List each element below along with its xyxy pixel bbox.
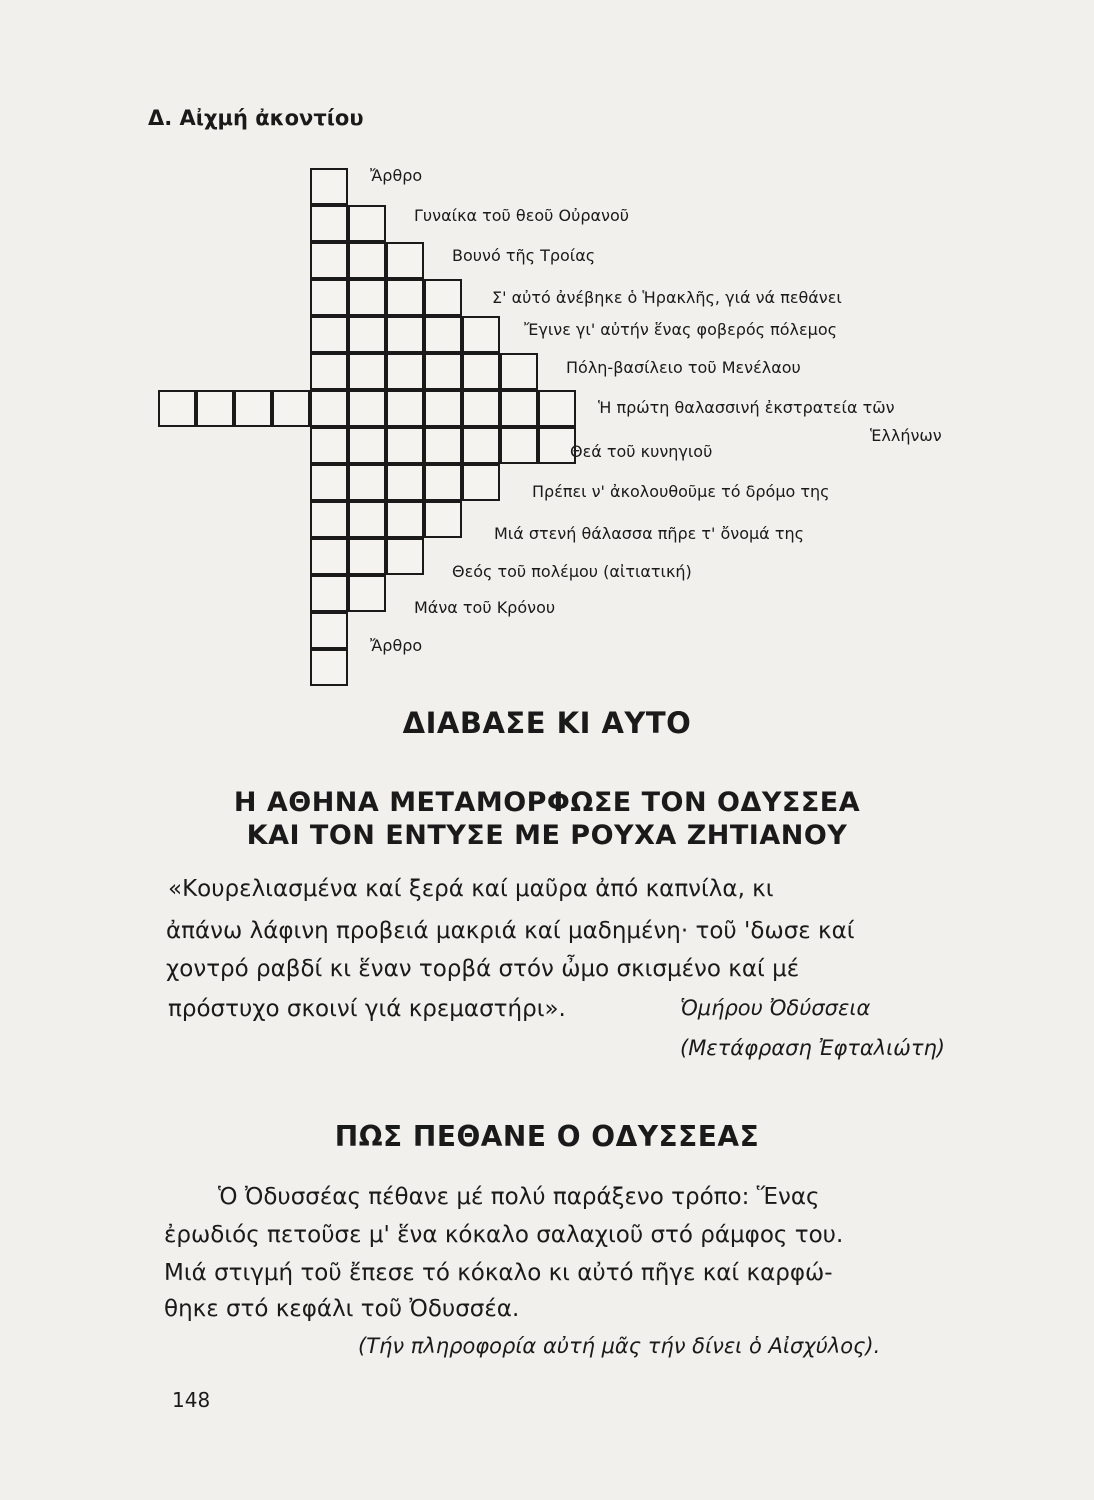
crossword-clue: Θεός τοῦ πολέμου (αἰτιατική) bbox=[452, 562, 692, 581]
crossword-clue: Μιά στενή θάλασσα πῆρε τ' ὄνομά της bbox=[494, 524, 804, 543]
crossword-cell bbox=[462, 427, 500, 464]
crossword-cell bbox=[424, 501, 462, 538]
crossword-cell bbox=[386, 501, 424, 538]
crossword-cell bbox=[462, 316, 500, 353]
story2-attribution: (Τήν πληροφορία αὐτή μᾶς τήν δίνει ὁ Αἰσχύλος). bbox=[358, 1334, 881, 1358]
crossword-cell bbox=[310, 427, 348, 464]
story1-line: «Κουρελιασμένα καί ξερά καί μαῦρα ἀπό καπνίλα, κι bbox=[168, 876, 774, 902]
crossword-cell bbox=[424, 316, 462, 353]
crossword-cell bbox=[386, 390, 424, 427]
crossword-cell bbox=[348, 427, 386, 464]
crossword-cell bbox=[386, 316, 424, 353]
crossword-cell bbox=[462, 390, 500, 427]
crossword-cell bbox=[310, 279, 348, 316]
story1-line: χοντρό ραβδί κι ἕναν τορβά στόν ὦμο σκισμένο καί μέ bbox=[166, 956, 800, 982]
crossword-cell bbox=[272, 390, 310, 427]
crossword-clue: Πόλη-βασίλειο τοῦ Μενέλαου bbox=[566, 358, 801, 377]
story1-title bbox=[0, 786, 1094, 852]
story1-line: πρόστυχο σκοινί γιά κρεμαστήρι». bbox=[168, 996, 566, 1022]
crossword-clue: Ἄρθρο bbox=[370, 636, 423, 655]
read-also-heading: ΔΙΑΒΑΣΕ ΚΙ ΑΥΤΟ bbox=[402, 706, 692, 740]
crossword-cell bbox=[424, 279, 462, 316]
crossword-cell bbox=[348, 575, 386, 612]
crossword-cell bbox=[386, 538, 424, 575]
page-number: 148 bbox=[172, 1388, 211, 1412]
crossword-cell bbox=[310, 612, 348, 649]
crossword-clue: Ἄρθρο bbox=[370, 166, 423, 185]
crossword-clue: Βουνό τῆς Τροίας bbox=[452, 246, 596, 265]
crossword-cell bbox=[310, 390, 348, 427]
crossword-cell bbox=[386, 464, 424, 501]
story1-title-line2: ΚΑΙ ΤΟΝ ΕΝΤΥΣΕ ΜΕ ΡΟΥΧΑ ΖΗΤΙΑΝΟΥ bbox=[246, 820, 848, 851]
crossword-clue: Πρέπει ν' ἀκολουθοῦμε τό δρόμο της bbox=[532, 482, 830, 501]
crossword-cell bbox=[424, 464, 462, 501]
crossword-cell bbox=[500, 427, 538, 464]
crossword-cell bbox=[348, 501, 386, 538]
crossword-cell bbox=[196, 390, 234, 427]
crossword-cell bbox=[310, 353, 348, 390]
story2-line: Ὁ Ὀδυσσέας πέθανε μέ πολύ παράξενο τρόπο: Ἕνας bbox=[218, 1184, 820, 1210]
crossword-cell bbox=[348, 205, 386, 242]
crossword-cell bbox=[386, 279, 424, 316]
crossword-cell bbox=[310, 501, 348, 538]
story2-line: θηκε στό κεφάλι τοῦ Ὀδυσσέα. bbox=[164, 1296, 520, 1322]
crossword-cell bbox=[348, 242, 386, 279]
crossword-cell bbox=[348, 464, 386, 501]
story1-source: Ὁμήρου Ὀδύσσεια bbox=[680, 996, 871, 1020]
crossword-cell bbox=[500, 390, 538, 427]
crossword-clue: Ἡ πρώτη θαλασσινή ἐκστρατεία τῶν bbox=[598, 398, 895, 417]
story1-translation: (Μετάφραση Ἐφταλιώτη) bbox=[680, 1036, 946, 1060]
crossword-cell bbox=[158, 390, 196, 427]
crossword-cell bbox=[424, 390, 462, 427]
crossword-clue: Γυναίκα τοῦ θεοῦ Οὐρανοῦ bbox=[414, 206, 630, 225]
crossword-cell bbox=[310, 464, 348, 501]
crossword-cell bbox=[310, 242, 348, 279]
crossword-cell bbox=[348, 390, 386, 427]
crossword-cell bbox=[424, 353, 462, 390]
crossword-clue: Θεά τοῦ κυνηγιοῦ bbox=[570, 442, 713, 461]
crossword-cell bbox=[310, 205, 348, 242]
story2-line: ἐρωδιός πετοῦσε μ' ἕνα κόκαλο σαλαχιοῦ στό ράμφος του. bbox=[164, 1222, 844, 1248]
section-title: Δ. Αἰχμή ἀκοντίου bbox=[148, 106, 364, 130]
crossword-clue: Ἑλλήνων bbox=[870, 426, 942, 445]
story2-line: Μιά στιγμή τοῦ ἔπεσε τό κόκαλο κι αὐτό πῆγε καί καρφώ- bbox=[164, 1260, 833, 1286]
crossword-cell bbox=[310, 316, 348, 353]
crossword-cell bbox=[386, 242, 424, 279]
crossword-cell bbox=[234, 390, 272, 427]
crossword-cell bbox=[500, 353, 538, 390]
story2-title: ΠΩΣ ΠΕΘΑΝΕ Ο ΟΔΥΣΣΕΑΣ bbox=[334, 1120, 760, 1153]
crossword-cell bbox=[310, 538, 348, 575]
story1-title-line1: Η ΑΘΗΝΑ ΜΕΤΑΜΟΡΦΩΣΕ ΤΟΝ ΟΔΥΣΣΕΑ bbox=[233, 787, 861, 818]
crossword-cell bbox=[348, 538, 386, 575]
crossword-cell bbox=[310, 168, 348, 205]
story1-line: ἀπάνω λάφινη προβειά μακριά καί μαδημένη· τοῦ 'δωσε καί bbox=[166, 918, 855, 944]
crossword-cell bbox=[386, 427, 424, 464]
crossword-cell bbox=[310, 575, 348, 612]
crossword-cell bbox=[462, 464, 500, 501]
crossword-clue: Μάνα τοῦ Κρόνου bbox=[414, 598, 556, 617]
crossword-clue: Ἔγινε γι' αὐτήν ἕνας φοβερός πόλεμος bbox=[524, 320, 838, 339]
crossword-cell bbox=[348, 316, 386, 353]
crossword-cell bbox=[538, 390, 576, 427]
crossword-cell bbox=[424, 427, 462, 464]
crossword-clue: Σ' αὐτό ἀνέβηκε ὁ Ἡρακλῆς, γιά νά πεθάνει bbox=[492, 288, 842, 307]
crossword-cell bbox=[348, 353, 386, 390]
crossword-cell bbox=[310, 649, 348, 686]
crossword-cell bbox=[386, 353, 424, 390]
crossword-cell bbox=[348, 279, 386, 316]
crossword-cell bbox=[462, 353, 500, 390]
